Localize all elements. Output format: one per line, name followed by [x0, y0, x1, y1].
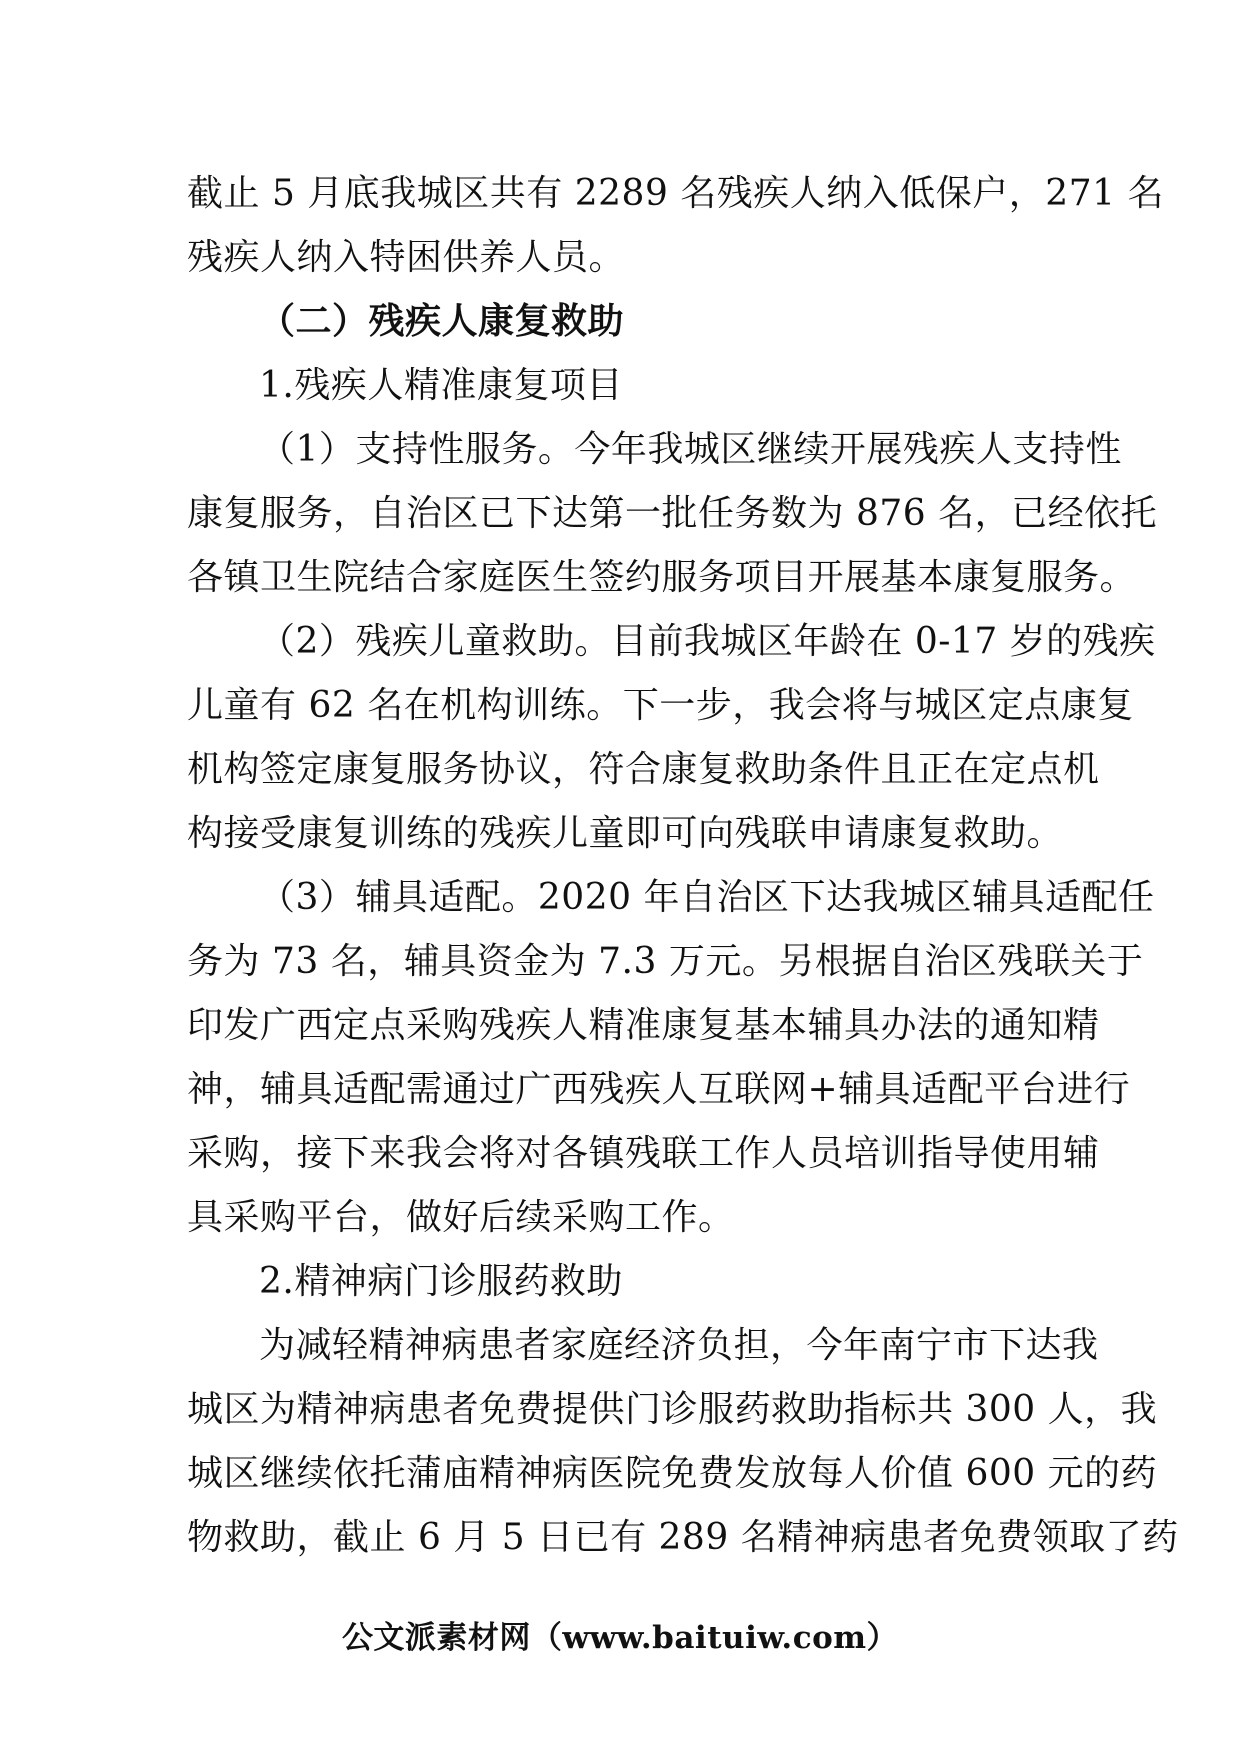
section-heading: （二）残疾人康复救助 [259, 301, 625, 342]
paragraph-line: 儿童有 62 名在机构训练。下一步，我会将与城区定点康复 [187, 685, 1134, 726]
paragraph-line: （3）辅具适配。2020 年自治区下达我城区辅具适配任 [259, 877, 1155, 918]
paragraph-line: 残疾人纳入特困供养人员。 [187, 237, 626, 278]
paragraph-line: 机构签定康复服务协议，符合康复救助条件且正在定点机 [187, 749, 1100, 790]
paragraph-line: 各镇卫生院结合家庭医生签约服务项目开展基本康复服务。 [187, 557, 1137, 598]
paragraph-line: 务为 73 名，辅具资金为 7.3 万元。另根据自治区残联关于 [187, 941, 1144, 982]
paragraph-line: 印发广西定点采购残疾人精准康复基本辅具办法的通知精 [187, 1005, 1100, 1046]
paragraph-line: 为减轻精神病患者家庭经济负担，今年南宁市下达我 [259, 1325, 1099, 1366]
paragraph-line: 具采购平台，做好后续采购工作。 [187, 1197, 735, 1238]
paragraph-line: 神，辅具适配需通过广西残疾人互联网+辅具适配平台进行 [187, 1069, 1131, 1110]
paragraph-line: 构接受康复训练的残疾儿童即可向残联申请康复救助。 [187, 813, 1064, 854]
subsection-heading: 2.精神病门诊服药救助 [259, 1261, 623, 1302]
paragraph-line: （1）支持性服务。今年我城区继续开展残疾人支持性 [259, 429, 1122, 470]
paragraph-line: 城区继续依托蒲庙精神病医院免费发放每人价值 600 元的药 [187, 1453, 1158, 1494]
paragraph-line: 采购，接下来我会将对各镇残联工作人员培训指导使用辅 [187, 1133, 1100, 1174]
footer-watermark-text: 公文派素材网（www.baituiw.com） [341, 1620, 899, 1656]
subsection-heading: 1.残疾人精准康复项目 [259, 365, 623, 406]
paragraph-line: （2）残疾儿童救助。目前我城区年龄在 0-17 岁的残疾 [259, 621, 1156, 662]
paragraph-line: 康复服务，自治区已下达第一批任务数为 876 名，已经依托 [187, 493, 1158, 534]
paragraph-line: 城区为精神病患者免费提供门诊服药救助指标共 300 人，我 [187, 1389, 1158, 1430]
paragraph-line: 物救助，截止 6 月 5 日已有 289 名精神病患者免费领取了药 [187, 1517, 1179, 1558]
document-body [187, 162, 1179, 1570]
paragraph-line: 截止 5 月底我城区共有 2289 名残疾人纳入低保户，271 名 [187, 173, 1164, 214]
